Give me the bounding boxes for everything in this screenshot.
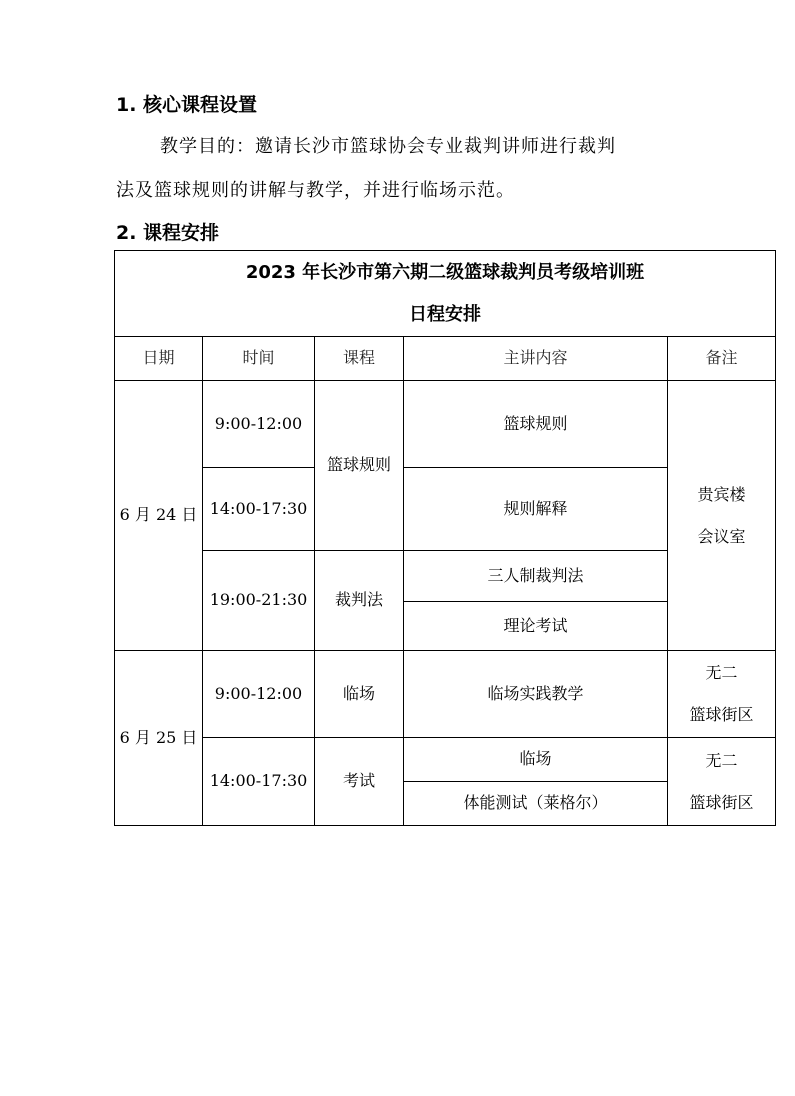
time-cell: 9:00-12:00 [203, 381, 315, 468]
content-cell: 三人制裁判法 [404, 551, 668, 602]
notes-cell [668, 738, 776, 826]
header-date: 日期 [115, 337, 203, 381]
table-title-line-2: 日程安排 [409, 303, 481, 325]
date-cell: 6 月 24 日 [115, 381, 203, 651]
time-cell: 14:00-17:30 [203, 468, 315, 551]
schedule-table [114, 250, 776, 826]
content-cell: 临场 [404, 738, 668, 782]
table-row [115, 738, 776, 782]
table-row [115, 651, 776, 738]
course-cell: 裁判法 [315, 551, 404, 651]
course-cell: 篮球规则 [315, 381, 404, 551]
time-cell: 19:00-21:30 [203, 551, 315, 651]
section-2-heading: 2. 课程安排 [116, 222, 220, 244]
notes-cell [668, 381, 776, 651]
content-cell: 篮球规则 [404, 381, 668, 468]
course-cell: 临场 [315, 651, 404, 738]
table-row [115, 381, 776, 468]
notes-line: 无二 [705, 663, 738, 682]
content-cell: 规则解释 [404, 468, 668, 551]
content-cell: 理论考试 [404, 602, 668, 651]
table-title-line-1: 2023 年长沙市第六期二级篮球裁判员考级培训班 [245, 261, 645, 283]
table-title [115, 251, 776, 337]
header-notes: 备注 [668, 337, 776, 381]
purpose-line-2: 法及篮球规则的讲解与教学，并进行临场示范。 [116, 180, 515, 201]
notes-line: 会议室 [697, 526, 746, 546]
notes-cell [668, 651, 776, 738]
header-content: 主讲内容 [404, 337, 668, 381]
time-cell: 14:00-17:30 [203, 738, 315, 826]
date-cell: 6 月 25 日 [115, 651, 203, 826]
section-1-heading: 1. 核心课程设置 [116, 94, 258, 116]
notes-line: 篮球街区 [689, 792, 754, 812]
content-cell: 临场实践教学 [404, 651, 668, 738]
notes-line: 篮球街区 [689, 705, 754, 724]
header-time: 时间 [203, 337, 315, 381]
notes-line: 贵宾楼 [697, 484, 746, 504]
time-cell: 9:00-12:00 [203, 651, 315, 738]
header-row [115, 337, 776, 381]
notes-line: 无二 [705, 750, 738, 770]
content-cell: 体能测试（莱格尔） [404, 782, 668, 826]
course-cell: 考试 [315, 738, 404, 826]
purpose-line-1: 教学目的：邀请长沙市篮球协会专业裁判讲师进行裁判 [160, 136, 616, 157]
header-course: 课程 [315, 337, 404, 381]
